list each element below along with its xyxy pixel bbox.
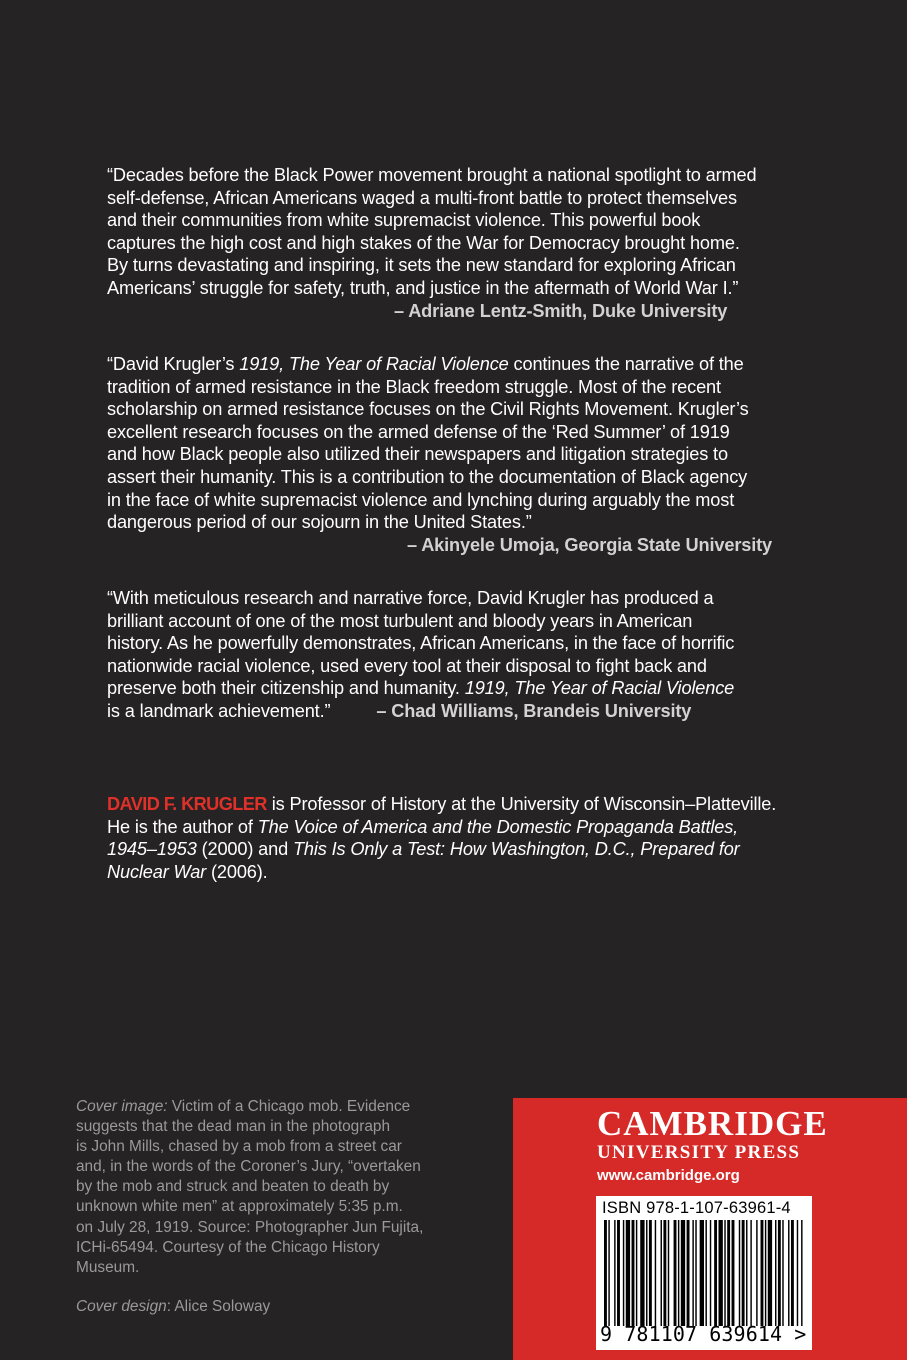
barcode-bar (788, 1220, 789, 1326)
barcode-bar (797, 1220, 798, 1326)
quote-line: history. As he powerfully demonstrates, African Americans, in the face of horrific (107, 633, 735, 654)
quote-line: “With meticulous research and narrative force, David Krugler has produced a (107, 588, 714, 608)
quote-line: dangerous period of our sojourn in the United States.” (107, 512, 532, 533)
cover-image-caption (76, 1097, 476, 1278)
barcode-bar (732, 1220, 735, 1326)
caption-line: by the mob and struck and beaten to death by (76, 1178, 390, 1196)
barcode-bar (678, 1220, 679, 1326)
book-title: This Is Only a Test: How Washington, D.C., Prepared for (292, 839, 740, 860)
barcode-bar (614, 1220, 615, 1326)
publisher-block (513, 1098, 907, 1360)
barcode-bar (724, 1220, 725, 1326)
quote-line: By turns devastating and inspiring, it sets the new standard for exploring African (107, 255, 736, 276)
barcode-bar (640, 1220, 644, 1326)
quote-line (107, 677, 817, 700)
publisher-url: www.cambridge.org (597, 1167, 740, 1184)
barcode-bar (695, 1220, 696, 1326)
bio-line (107, 816, 827, 839)
quote-attribution: – Akinyele Umoja, Georgia State University (407, 534, 772, 555)
barcode-bar (791, 1220, 794, 1326)
design-label: Cover design (76, 1298, 167, 1315)
quote-text: preserve both their citizenship and humanity. (107, 678, 465, 699)
barcode-bar (655, 1220, 656, 1326)
barcode-bar (636, 1220, 637, 1326)
caption-line: and, in the words of the Coroner’s Jury, “overtaken (76, 1158, 421, 1176)
barcode-bar (742, 1220, 745, 1326)
quote-line: nationwide racial violence, used every tool at their disposal to fight back and (107, 655, 707, 676)
bio-line (107, 838, 827, 861)
barcode-bar (681, 1220, 685, 1326)
barcode-bar (668, 1220, 669, 1326)
quote-line: Americans’ struggle for safety, truth, and justice in the aftermath of World War I.” (107, 277, 739, 298)
caption-line: ICHi-65494. Courtesy of the Chicago History (76, 1238, 380, 1256)
caption-line: is John Mills, chased by a mob from a street car (76, 1138, 402, 1156)
barcode-bar (761, 1220, 764, 1326)
book-title: 1919, The Year of Racial Violence (239, 354, 509, 374)
bio-line (107, 793, 827, 816)
barcode-bar (626, 1220, 630, 1326)
quote-georgia-state (107, 353, 817, 556)
quote-line: captures the high cost and high stakes of the War for Democracy brought home. (107, 232, 740, 253)
bio-text: is Professor of History at the University of Wisconsin–Platteville. (266, 794, 777, 814)
caption-line: on July 28, 1919. Source: Photographer Jun Fujita, (76, 1218, 424, 1236)
caption-line (76, 1097, 476, 1117)
barcode-bar (801, 1220, 802, 1326)
barcode-bar (705, 1220, 706, 1326)
cover-design-credit (76, 1298, 270, 1316)
design-value: : Alice Soloway (166, 1298, 271, 1315)
quote-text: “David Krugler’s (107, 354, 240, 374)
quote-text: continues the narrative of the (508, 354, 744, 374)
barcode-bar (775, 1220, 776, 1326)
caption-text: Victim of a Chicago mob. Evidence (167, 1098, 411, 1115)
caption-line: Museum. (76, 1258, 140, 1276)
bio-text: He is the author of (107, 816, 258, 837)
isbn-text: ISBN 978-1-107-63961-4 (602, 1199, 791, 1217)
barcode-bar (604, 1220, 607, 1326)
quote-line (107, 700, 817, 723)
barcode-bar (649, 1220, 652, 1326)
caption-label: Cover image: (76, 1098, 168, 1115)
author-name: DAVID F. KRUGLER (107, 794, 267, 814)
quote-line (107, 353, 817, 376)
barcode-bar (739, 1220, 740, 1326)
caption-line: unknown white men” at approximately 5:35 p.m. (76, 1198, 403, 1216)
barcode-bar (727, 1220, 730, 1326)
barcode-bar (714, 1220, 717, 1326)
bio-text: (2006). (206, 861, 268, 882)
barcode-bar (692, 1220, 693, 1326)
bio-text: (2000) and (196, 839, 293, 860)
barcode-bar (661, 1220, 662, 1326)
barcode-bar (765, 1220, 766, 1326)
quote-attribution: – Adriane Lentz-Smith, Duke University (394, 300, 728, 321)
barcode-bar (746, 1220, 747, 1326)
book-title: 1945–1953 (107, 839, 197, 860)
barcode-bar (778, 1220, 781, 1326)
barcode-bar (674, 1220, 677, 1326)
quote-line: in the face of white supremacist violence and lynching during arguably the most (107, 489, 735, 510)
book-title: Nuclear War (107, 861, 207, 882)
barcode-panel (596, 1196, 812, 1350)
barcode-bar (756, 1220, 757, 1326)
barcode-bar (750, 1220, 751, 1326)
quote-attribution: – Chad Williams, Brandeis University (376, 700, 692, 721)
quote-line: assert their humanity. This is a contribution to the documentation of Black agency (107, 466, 748, 487)
barcode-bar (608, 1220, 609, 1326)
quote-line: brilliant account of one of the most turbulent and bloody years in American (107, 610, 693, 631)
quote-brandeis (107, 587, 817, 723)
quote-line: scholarship on armed resistance focuses on the Civil Rights Movement. Krugler’s (107, 399, 749, 420)
barcode-bar (623, 1220, 624, 1326)
barcode-bar (632, 1220, 635, 1326)
quote-line: self-defense, African Americans waged a multi-front battle to protect themselves (107, 187, 737, 208)
quote-line: and their communities from white supremacist violence. This powerful book (107, 210, 701, 231)
book-title: The Voice of America and the Domestic Propaganda Battles, (257, 816, 739, 837)
publisher-subtitle: UNIVERSITY PRESS (597, 1142, 801, 1163)
barcode-digits: 9 781107 639614 > (600, 1322, 807, 1346)
quote-text: is a landmark achievement.” (107, 700, 331, 721)
caption-line: suggests that the dead man in the photograph (76, 1118, 391, 1136)
book-title: 1919, The Year of Racial Violence (464, 678, 735, 699)
bio-line (107, 861, 827, 884)
quote-line: excellent research focuses on the armed defense of the ‘Red Summer’ of 1919 (107, 421, 730, 442)
barcode-bar (768, 1220, 772, 1326)
barcode-bar (617, 1220, 620, 1326)
quote-line: “Decades before the Black Power movement brought a national spotlight to armed (107, 165, 757, 185)
barcode-icon (604, 1220, 804, 1326)
barcode-bar (710, 1220, 711, 1326)
barcode-bar (718, 1220, 722, 1326)
barcode-bar (700, 1220, 704, 1326)
author-bio (107, 793, 827, 883)
barcode-bar (646, 1220, 647, 1326)
quote-duke (107, 164, 817, 322)
quote-line: and how Black people also utilized their newspapers and litigation strategies to (107, 444, 728, 465)
barcode-bar (663, 1220, 666, 1326)
quote-line: tradition of armed resistance in the Black freedom struggle. Most of the recent (107, 376, 721, 397)
publisher-name: CAMBRIDGE (597, 1104, 828, 1143)
barcode-bar (687, 1220, 690, 1326)
barcode-bar (782, 1220, 783, 1326)
